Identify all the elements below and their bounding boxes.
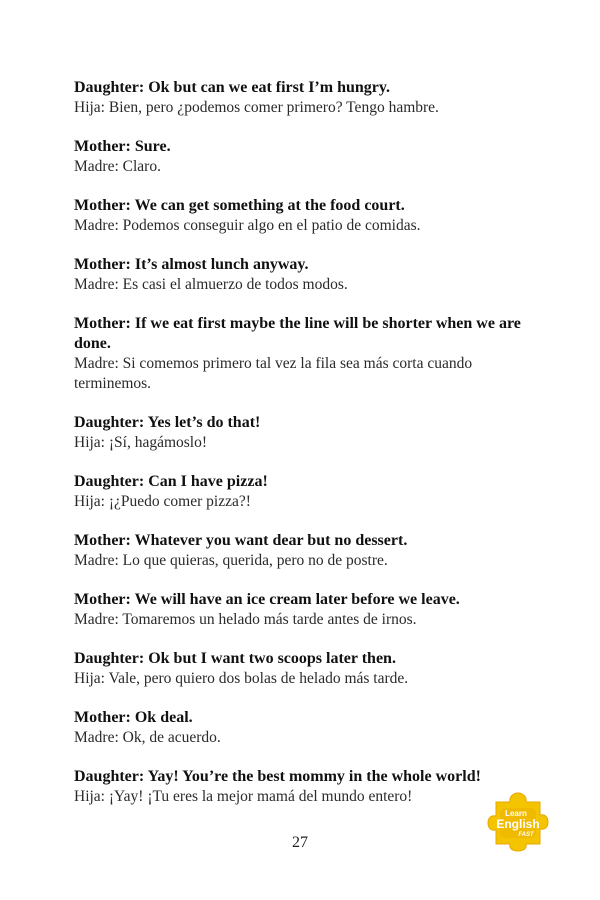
dialogue-entry bbox=[74, 649, 534, 689]
spanish-line: Madre: Si comemos primero tal vez la fila sea más corta cuando terminemos. bbox=[74, 355, 473, 392]
svg-text:FAST: FAST bbox=[518, 832, 534, 838]
spanish-line: Hija: Bien, pero ¿podemos comer primero? Tengo hambre. bbox=[74, 99, 439, 116]
dialogue-entry bbox=[74, 196, 534, 236]
dialogue-entry bbox=[74, 531, 534, 571]
svg-text:English: English bbox=[496, 817, 540, 831]
spanish-line: Madre: Podemos conseguir algo en el patio de comidas. bbox=[74, 217, 421, 234]
english-line: Mother: Ok deal. bbox=[74, 709, 193, 726]
english-line: Daughter: Yay! You’re the best mommy in the whole world! bbox=[74, 768, 481, 785]
english-line: Mother: Sure. bbox=[74, 138, 171, 155]
spanish-line: Madre: Ok, de acuerdo. bbox=[74, 729, 221, 746]
dialogue-entry bbox=[74, 255, 534, 295]
english-line: Daughter: Yes let’s do that! bbox=[74, 414, 261, 431]
spanish-line: Hija: Vale, pero quiero dos bolas de helado más tarde. bbox=[74, 670, 409, 687]
dialogue-entry bbox=[74, 708, 534, 748]
dialogue-entry bbox=[74, 78, 534, 118]
dialogue-entry bbox=[74, 314, 534, 394]
english-line: Mother: Whatever you want dear but no dessert. bbox=[74, 532, 408, 549]
english-line: Daughter: Ok but I want two scoops later then. bbox=[74, 650, 396, 667]
dialogue-entry bbox=[74, 413, 534, 453]
svg-text:Learn: Learn bbox=[505, 809, 527, 818]
learn-english-fast-logo bbox=[486, 788, 550, 852]
dialogue-entry bbox=[74, 590, 534, 630]
english-line: Daughter: Can I have pizza! bbox=[74, 473, 268, 490]
dialogue-list bbox=[74, 78, 534, 826]
dialogue-entry bbox=[74, 472, 534, 512]
puzzle-logo-icon bbox=[486, 788, 550, 852]
english-line: Mother: If we eat first maybe the line will be shorter when we are done. bbox=[74, 315, 521, 352]
spanish-line: Hija: ¡Sí, hagámoslo! bbox=[74, 434, 208, 451]
english-line: Mother: It’s almost lunch anyway. bbox=[74, 256, 309, 273]
english-line: Mother: We can get something at the food court. bbox=[74, 197, 405, 214]
dialogue-entry bbox=[74, 767, 534, 807]
english-line: Mother: We will have an ice cream later before we leave. bbox=[74, 591, 460, 608]
spanish-line: Madre: Es casi el almuerzo de todos modos. bbox=[74, 276, 348, 293]
english-line: Daughter: Ok but can we eat first I’m hungry. bbox=[74, 79, 390, 96]
spanish-line: Madre: Tomaremos un helado más tarde antes de irnos. bbox=[74, 611, 417, 628]
spanish-line: Madre: Lo que quieras, querida, pero no de postre. bbox=[74, 552, 388, 569]
spanish-line: Hija: ¡Yay! ¡Tu eres la mejor mamá del mundo entero! bbox=[74, 788, 413, 805]
dialogue-entry bbox=[74, 137, 534, 177]
spanish-line: Madre: Claro. bbox=[74, 158, 161, 175]
page-number: 27 bbox=[292, 834, 308, 851]
spanish-line: Hija: ¡¿Puedo comer pizza?! bbox=[74, 493, 251, 510]
